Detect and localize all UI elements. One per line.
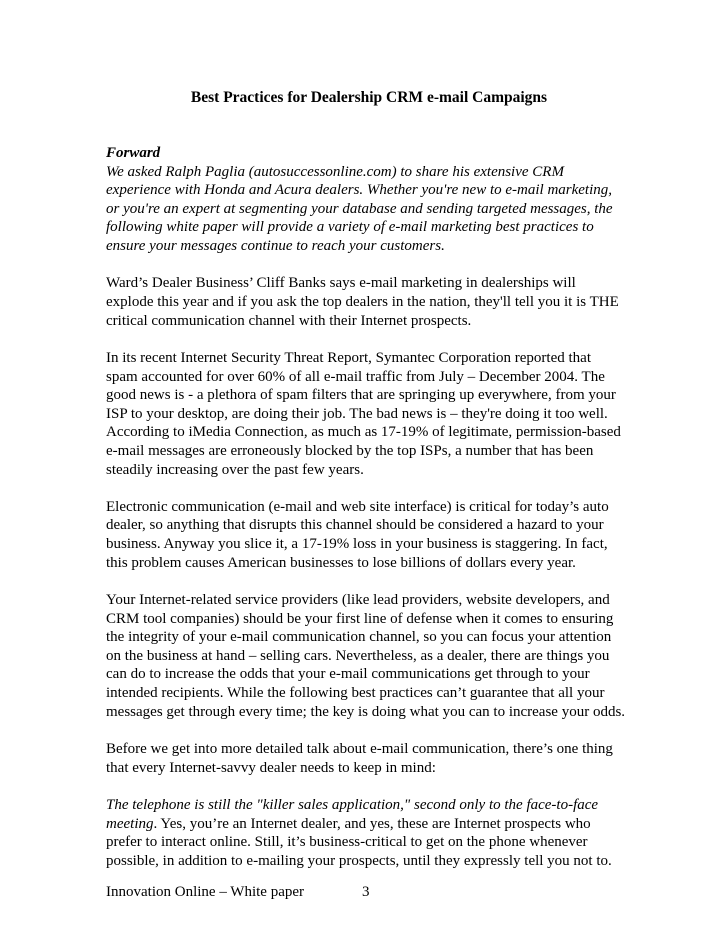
paragraph-electronic: Electronic communication (e-mail and web site interface) is critical for today’s auto dealer, so anything that disrupts this channel should be considered a hazard to your business. Anyway you slice it, a 17-19% loss in your business is staggering. In fact, this problem causes American businesses to lose billions of dollars every year. bbox=[106, 498, 609, 571]
paragraph-wards: Ward’s Dealer Business’ Cliff Banks says e-mail marketing in dealerships will explode this year and if you ask the top dealers in the nation, they'll tell you it is THE critical communication channel with their Internet prospects. bbox=[106, 275, 619, 329]
document-body bbox=[106, 144, 626, 889]
paragraph-symantec: In its recent Internet Security Threat Report, Symantec Corporation reported that spam accounted for over 60% of all e-mail traffic from July – December 2004. The good news is - a plethora of spam filters that are springing up everywhere, from your ISP to your desktop, are doing their job. The bad news is – they're doing it too well. bbox=[106, 349, 616, 422]
paragraph-providers: Your Internet-related service providers (like lead providers, website developers, and CRM tool companies) should be your first line of defense when it comes to ensuring the integrity of your e-mail communication channel, so you can focus your attention on the business at hand – selling cars. Nevertheless, as a dealer, there are things you can do to increase the odds that your e-mail communications get through to your intended recipients. While the following best practices can’t guarantee that all your messages get through every time; the key is doing what you can to increase your odds. bbox=[106, 592, 626, 720]
forward-heading: Forward bbox=[106, 145, 161, 161]
page-number: 3 bbox=[362, 884, 370, 900]
paragraph-before: Before we get into more detailed talk about e-mail communication, there’s one thing that every Internet-savvy dealer needs to keep in mind: bbox=[106, 741, 613, 776]
telephone-rest: . Yes, you’re an Internet dealer, and yes, these are Internet prospects who prefer to interact online. Still, it’s business-critical to get on the phone whenever possible, in addition to e-mailing your prospects, until they expressly tell you not to. bbox=[106, 815, 612, 869]
paragraph-telephone bbox=[106, 796, 626, 870]
forward-text: We asked Ralph Paglia (autosuccessonline.com) to share his extensive CRM experience with Honda and Acura dealers. Whether you're new to e-mail marketing, or you're an expert at segmenting your database and sending targeted messages, the following white paper will provide a variety of e-mail marketing best practices to ensure your messages continue to reach your customers. bbox=[106, 163, 613, 254]
forward-section bbox=[106, 144, 626, 256]
paragraph-imedia: According to iMedia Connection, as much as 17-19% of legitimate, permission-based e-mail messages are erroneously blocked by the top ISPs, a number that has been steadily increasing over the past few years. bbox=[106, 424, 621, 478]
page-title: Best Practices for Dealership CRM e-mail Campaigns bbox=[190, 89, 548, 106]
footer-label: Innovation Online – White paper bbox=[106, 884, 305, 900]
telephone-italic: The telephone is still the "killer sales application," second only to the face-to-face meeting bbox=[106, 797, 599, 832]
